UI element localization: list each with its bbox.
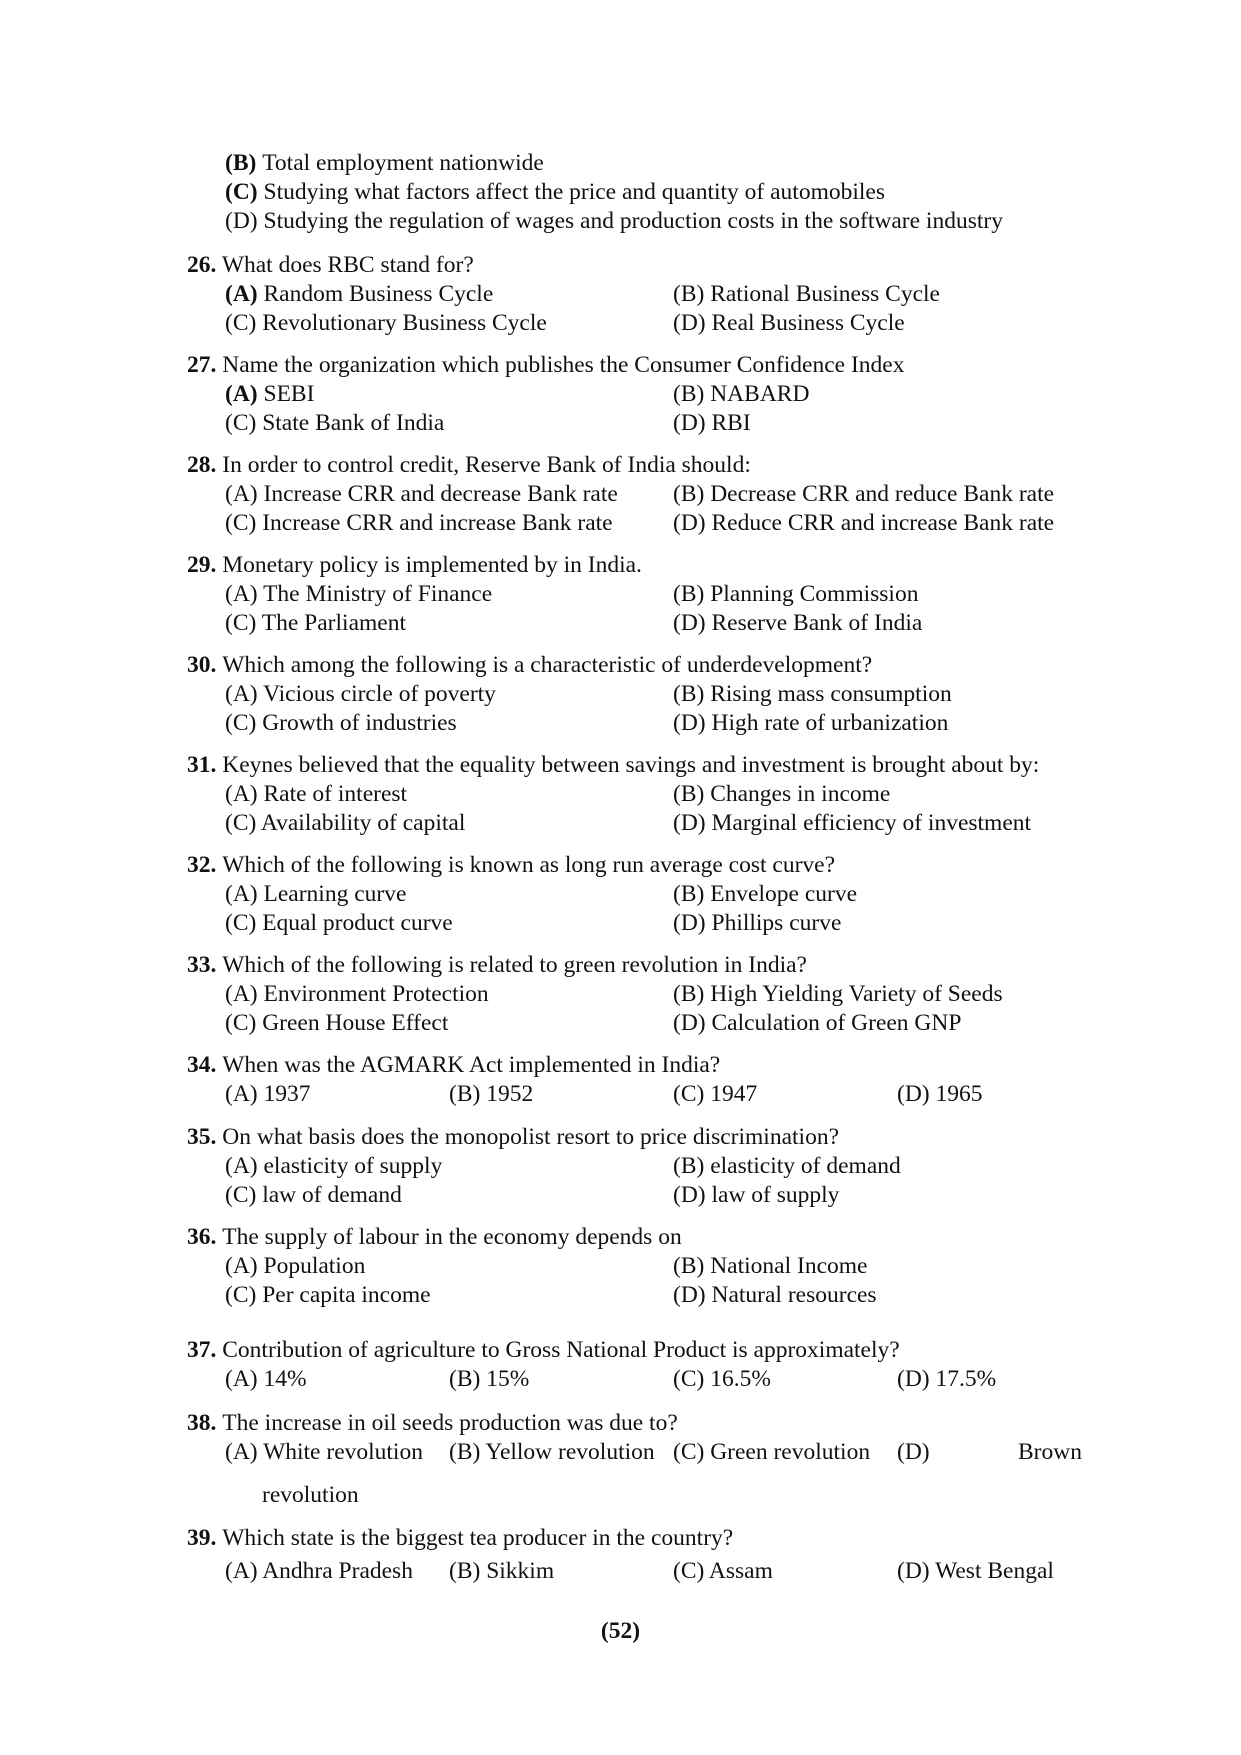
q25-option-c: (C) Studying what factors affect the price and quantity of automobiles: [225, 179, 885, 205]
q28-option-b: (B) Decrease CRR and reduce Bank rate: [673, 481, 1055, 507]
q39-option-c: (C) Assam: [673, 1558, 773, 1584]
q25-option-b: (B) Total employment nationwide: [225, 150, 544, 176]
q37-stem: 37. Contribution of agriculture to Gross National Product is approximately?: [187, 1337, 900, 1363]
q26-option-c: (C) Revolutionary Business Cycle: [225, 310, 547, 336]
q39-stem: 39. Which state is the biggest tea producer in the country?: [187, 1525, 734, 1551]
q26-stem: 26. What does RBC stand for?: [187, 252, 474, 278]
q39-option-d: (D) West Bengal: [897, 1558, 1054, 1584]
q39-option-b: (B) Sikkim: [449, 1558, 555, 1584]
q33-option-d: (D) Calculation of Green GNP: [673, 1010, 962, 1036]
q27-option-d: (D) RBI: [673, 410, 751, 436]
q34-stem: 34. When was the AGMARK Act implemented in India?: [187, 1052, 721, 1078]
q26-option-b: (B) Rational Business Cycle: [673, 281, 940, 307]
q38-option-d-continued-line2: revolution: [262, 1482, 359, 1508]
q28-option-d: (D) Reduce CRR and increase Bank rate: [673, 510, 1055, 536]
q36-option-c: (C) Per capita income: [225, 1282, 431, 1308]
q31-stem: 31. Keynes believed that the equality between savings and investment is brought about by:: [187, 752, 1040, 778]
q27-option-c: (C) State Bank of India: [225, 410, 445, 436]
q37-option-d: (D) 17.5%: [897, 1366, 997, 1392]
q32-option-d: (D) Phillips curve: [673, 910, 842, 936]
q27-option-b: (B) NABARD: [673, 381, 810, 407]
q36-option-a: (A) Population: [225, 1253, 366, 1279]
q34-option-d: (D) 1965: [897, 1081, 983, 1107]
page-number: (52): [600, 1618, 641, 1644]
q30-stem: 30. Which among the following is a characteristic of underdevelopment?: [187, 652, 873, 678]
q31-option-c: (C) Availability of capital: [225, 810, 466, 836]
q38-option-a: (A) White revolution: [225, 1439, 423, 1465]
q25-option-d: (D) Studying the regulation of wages and production costs in the software industry: [225, 208, 1003, 234]
q34-option-a: (A) 1937: [225, 1081, 311, 1107]
q34-option-b: (B) 1952: [449, 1081, 534, 1107]
q29-option-d: (D) Reserve Bank of India: [673, 610, 923, 636]
q30-option-d: (D) High rate of urbanization: [673, 710, 949, 736]
q33-option-b: (B) High Yielding Variety of Seeds: [673, 981, 1003, 1007]
q31-option-a: (A) Rate of interest: [225, 781, 408, 807]
q28-option-a: (A) Increase CRR and decrease Bank rate: [225, 481, 618, 507]
q30-option-a: (A) Vicious circle of poverty: [225, 681, 496, 707]
q39-option-a: (A) Andhra Pradesh: [225, 1558, 413, 1584]
q32-option-a: (A) Learning curve: [225, 881, 407, 907]
q38-option-c: (C) Green revolution: [673, 1439, 871, 1465]
q35-option-c: (C) law of demand: [225, 1182, 402, 1208]
q38-option-d: (D): [897, 1439, 930, 1465]
q35-stem: 35. On what basis does the monopolist resort to price discrimination?: [187, 1124, 840, 1150]
q37-option-b: (B) 15%: [449, 1366, 530, 1392]
q32-stem: 32. Which of the following is known as long run average cost curve?: [187, 852, 836, 878]
q36-option-d: (D) Natural resources: [673, 1282, 877, 1308]
q26-option-a: (A) Random Business Cycle: [225, 281, 494, 307]
q36-stem: 36. The supply of labour in the economy depends on: [187, 1224, 682, 1250]
q27-stem: 27. Name the organization which publishes the Consumer Confidence Index: [187, 352, 905, 378]
q28-stem: 28. In order to control credit, Reserve Bank of India should:: [187, 452, 751, 478]
q28-option-c: (C) Increase CRR and increase Bank rate: [225, 510, 613, 536]
q29-option-c: (C) The Parliament: [225, 610, 406, 636]
q31-option-b: (B) Changes in income: [673, 781, 891, 807]
q38-stem: 38. The increase in oil seeds production was due to?: [187, 1410, 678, 1436]
q34-option-c: (C) 1947: [673, 1081, 758, 1107]
q33-option-a: (A) Environment Protection: [225, 981, 489, 1007]
q38-option-b: (B) Yellow revolution: [449, 1439, 655, 1465]
q29-option-b: (B) Planning Commission: [673, 581, 919, 607]
q35-option-d: (D) law of supply: [673, 1182, 840, 1208]
q32-option-b: (B) Envelope curve: [673, 881, 858, 907]
q31-option-d: (D) Marginal efficiency of investment: [673, 810, 1032, 836]
q30-option-c: (C) Growth of industries: [225, 710, 457, 736]
q27-option-a: (A) SEBI: [225, 381, 315, 407]
q37-option-a: (A) 14%: [225, 1366, 307, 1392]
q33-stem: 33. Which of the following is related to green revolution in India?: [187, 952, 807, 978]
q30-option-b: (B) Rising mass consumption: [673, 681, 952, 707]
q26-option-d: (D) Real Business Cycle: [673, 310, 905, 336]
q29-stem: 29. Monetary policy is implemented by in India.: [187, 552, 642, 578]
q37-option-c: (C) 16.5%: [673, 1366, 771, 1392]
q32-option-c: (C) Equal product curve: [225, 910, 453, 936]
q33-option-c: (C) Green House Effect: [225, 1010, 449, 1036]
q35-option-a: (A) elasticity of supply: [225, 1153, 443, 1179]
q38-option-d-continued: Brown: [1018, 1439, 1082, 1465]
q36-option-b: (B) National Income: [673, 1253, 868, 1279]
q35-option-b: (B) elasticity of demand: [673, 1153, 901, 1179]
q29-option-a: (A) The Ministry of Finance: [225, 581, 493, 607]
